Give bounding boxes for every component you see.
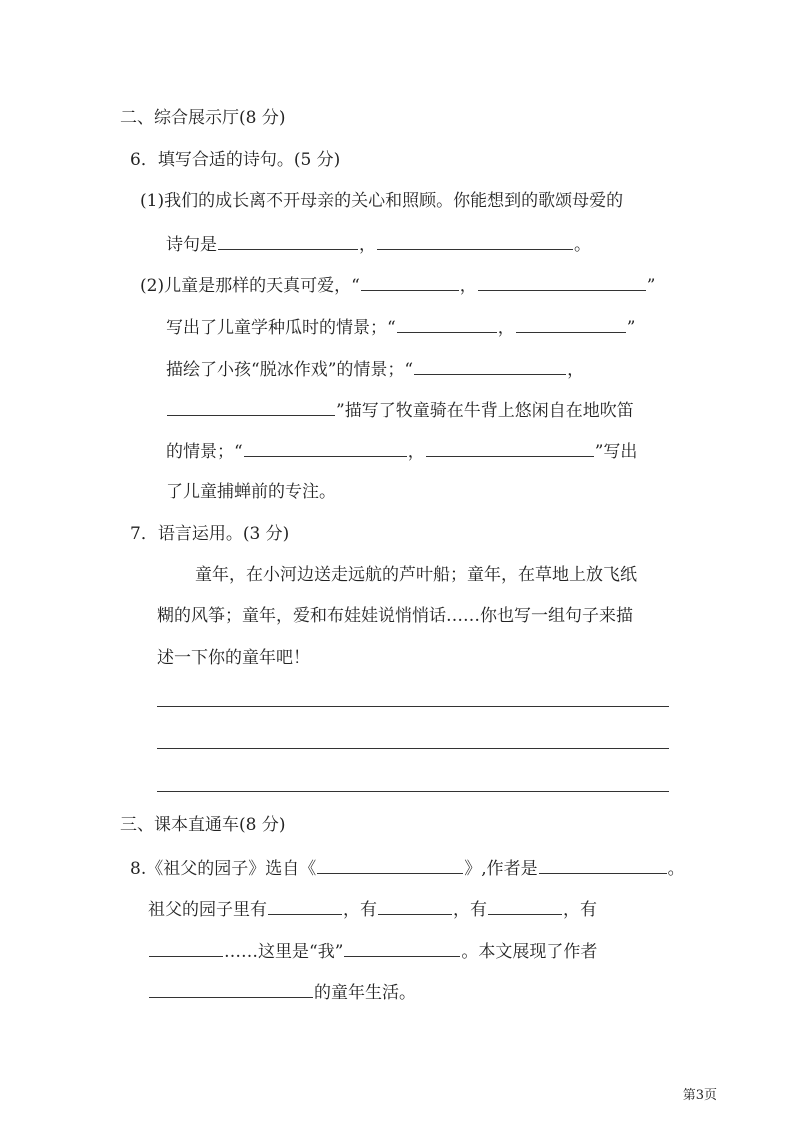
- q6-part2-line5: [166, 438, 637, 462]
- blank-ice-poem-2[interactable]: [167, 397, 335, 416]
- blank-garden-item-3[interactable]: [488, 896, 562, 915]
- q8-show-text: 。本文展现了作者: [461, 942, 598, 962]
- q6-part2-line4: [166, 397, 634, 421]
- comma: ，: [359, 235, 376, 255]
- q6-part2-line1: [140, 272, 655, 296]
- q6-ice-text: 描绘了小孩“脱冰作戏”的情景；“: [166, 360, 414, 380]
- q8-garden-text: 祖父的园子里有: [148, 900, 267, 920]
- q8-line3: [148, 938, 597, 962]
- section-3-heading: 三、课本直通车(8 分): [120, 815, 286, 835]
- section-2-heading: 二、综合展示厅(8 分): [120, 108, 286, 128]
- blank-ice-poem-1[interactable]: [414, 356, 566, 375]
- blank-book-title[interactable]: [317, 855, 463, 874]
- blank-melon-poem-1[interactable]: [397, 314, 497, 333]
- blank-mother-poem-1[interactable]: [218, 231, 358, 250]
- q8-you-1: ，有: [343, 900, 377, 920]
- close-quote: ”: [646, 276, 656, 296]
- blank-children-poem-1[interactable]: [361, 272, 459, 291]
- comma: ，: [567, 360, 585, 380]
- blank-garden-item-2[interactable]: [378, 896, 452, 915]
- blank-garden-item-4[interactable]: [149, 938, 223, 957]
- q6-melon-text: 写出了儿童学种瓜时的情景；“: [166, 318, 396, 338]
- q7-answer-line-3[interactable]: [157, 790, 669, 792]
- q6-part2-line6: 了儿童捕蝉前的专注。: [166, 482, 336, 502]
- close-quote: ”: [626, 318, 636, 338]
- question-6-title: 6．填写合适的诗句。(5 分): [130, 150, 341, 170]
- q7-answer-line-2[interactable]: [157, 747, 669, 749]
- blank-author[interactable]: [539, 855, 667, 874]
- blank-garden-item-1[interactable]: [268, 896, 342, 915]
- blank-melon-poem-2[interactable]: [516, 314, 626, 333]
- q6-scene-text: 的情景；“: [166, 442, 243, 462]
- blank-cicada-poem-2[interactable]: [426, 438, 594, 457]
- q7-prompt-line1: 童年，在小河边送走远航的芦叶船；童年，在草地上放飞纸: [195, 565, 637, 585]
- q8-line4: [148, 979, 416, 1003]
- q6-p2-intro: (2)儿童是那样的天真可爱，“: [140, 276, 360, 296]
- q8-source-text: 8.《祖父的园子》选自《: [130, 859, 317, 879]
- q6-cicada-tail: ”写出: [594, 442, 638, 462]
- period: 。: [667, 859, 685, 879]
- blank-childhood-description[interactable]: [149, 979, 313, 998]
- page-number: 第3页: [682, 1088, 717, 1103]
- q7-prompt-line2: 糊的风筝；童年，爱和布娃娃说悄悄话……你也写一组句子来描: [157, 606, 633, 626]
- q8-childhood-text: 的童年生活。: [314, 983, 416, 1003]
- blank-place-meaning[interactable]: [344, 938, 460, 957]
- blank-children-poem-2[interactable]: [478, 272, 646, 291]
- period: 。: [574, 235, 591, 255]
- q6-part1-line2: [166, 231, 591, 255]
- q8-author-text: 》,作者是: [464, 859, 538, 879]
- comma: ，: [459, 276, 477, 296]
- q8-line2: [148, 896, 597, 920]
- q6-p1-label: 诗句是: [166, 235, 217, 255]
- q7-answer-line-1[interactable]: [157, 705, 669, 707]
- comma: ，: [407, 442, 425, 462]
- q7-prompt-line3: 述一下你的童年吧！: [157, 648, 310, 668]
- q8-line1: [130, 855, 685, 879]
- q6-part2-line3: [166, 356, 584, 380]
- q6-herdboy-text: ”描写了牧童骑在牛背上悠闲自在地吹笛: [336, 401, 634, 421]
- q6-part2-line2: [166, 314, 635, 338]
- q8-you-2: ，有: [453, 900, 487, 920]
- q8-here-text: ……这里是“我”: [224, 942, 344, 962]
- blank-mother-poem-2[interactable]: [377, 231, 573, 250]
- q6-part1-line1: (1)我们的成长离不开母亲的关心和照顾。你能想到的歌颂母爱的: [140, 191, 624, 211]
- comma: ，: [497, 318, 515, 338]
- q8-you-3: ，有: [563, 900, 597, 920]
- blank-cicada-poem-1[interactable]: [244, 438, 407, 457]
- question-7-title: 7．语言运用。(3 分): [130, 524, 290, 544]
